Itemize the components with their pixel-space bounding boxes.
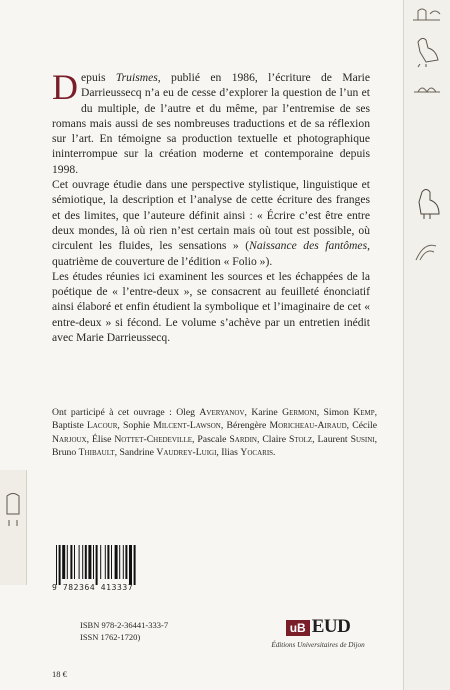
- contributor-name: Oleg Averyanov: [176, 407, 245, 418]
- contributors-intro: Ont participé à cet ouvrage :: [52, 407, 177, 418]
- logo-eud: EUD: [311, 616, 351, 637]
- barcode-icon: [52, 545, 162, 585]
- contributor-name: Baptiste Lacour: [52, 420, 118, 432]
- contributor-name: Élise Nottet-Chedeville: [92, 433, 193, 445]
- text-run: Les études réunies ici examinent les sources et les échappées de la poétique de « l’entre-deux », se consacrent au feuilleté énonciatif ainsi élaboré et enfin étudient la symbolique et l’imaginaire de cet « entre-deux » si fécond. Le volume s’achève par un entretien inédit avec Marie Darrieussecq.: [52, 269, 370, 345]
- contributor-name: Bérengère Moricheau-Airaud: [226, 420, 347, 432]
- hieroglyph-column: [403, 0, 450, 690]
- publisher-block: [253, 618, 383, 649]
- isbn-text: ISBN 978-2-36441-333-7: [80, 620, 169, 630]
- contributor-name: Sandrine Vaudrey-Luigi: [119, 447, 217, 459]
- text-run: epuis: [81, 71, 116, 84]
- contributors-list: [52, 406, 377, 460]
- contributor-name: Sophie Milcent-Lawson: [123, 420, 221, 432]
- contributor-name: Simon Kemp: [323, 407, 375, 418]
- contributor-name: Laurent Susini: [317, 433, 375, 445]
- isbn-barcode: [52, 545, 162, 592]
- hieroglyph-bird-icon: [410, 186, 444, 222]
- logo-ub: uB: [286, 620, 310, 636]
- paragraph-1-text: [52, 67, 371, 176]
- contributor-name: Cécile Narjoux: [52, 420, 378, 445]
- contributor-name: Bruno Thibault: [52, 447, 115, 459]
- contributor-name: Karine Germoni: [251, 407, 317, 418]
- hieroglyph-seated-figure-icon: [410, 4, 444, 24]
- hieroglyph-reed-icon: [410, 238, 444, 264]
- contributor-names: Oleg Averyanov, Karine Germoni, Simon Kemp, Baptiste Lacour, Sophie Milcent-Lawson, Bérengère Moricheau-Airaud, Cécile Narjoux, Élise Nottet-Chedeville, Pascale Sardin, Claire Stolz, Laurent Susini, Bruno Thibault, Sandrine Vaudrey-Luigi, Ilias Yocaris: [52, 407, 378, 459]
- contributor-name: Pascale Sardin: [197, 433, 257, 445]
- italic-title: Naissance des fantômes: [249, 239, 368, 253]
- publisher-logo: [286, 618, 351, 636]
- text-run: Cet ouvrage étudie dans une perspective stylistique, linguistique et sémiotique, la description et l’analyse de cette écriture des franges et des limites, que l’auteure définit ainsi : « Écrire c’est être entre deux mondes, là où rien n’est certain mais où tout est possible, où circulent les fluides, les sensations » (: [52, 178, 370, 253]
- price: 18 €: [52, 669, 67, 679]
- isbn-block: [80, 619, 168, 643]
- contributor-name: Ilias Yocaris: [221, 447, 274, 459]
- contributors-end: .: [273, 447, 276, 459]
- paragraph-3: [52, 269, 370, 345]
- publisher-name: Éditions Universitaires de Dijon: [271, 641, 365, 649]
- hieroglyph-vulture-icon: [410, 34, 444, 68]
- paragraph-1: [52, 67, 371, 177]
- hieroglyph-owl-icon: [1, 490, 25, 530]
- text-run: , quatrième de couverture de l’édition « Folio »).: [52, 239, 370, 268]
- back-cover-blurb: [52, 67, 371, 345]
- contributor-name: Claire Stolz: [262, 433, 313, 445]
- drop-cap: D: [52, 67, 78, 107]
- text-run: , publié en 1986, l’écriture de Marie Darrieussecq n’a eu de cesse d’explorer la question de l’un et du multiple, de l’autre et du même, par l’entremise de ses romans mais aussi de ses nombreuses traductions et de sa réflexion sur l’art. En témoigne sa production textuelle et photographique ininterrompue sur la création moderne et contemporaine depuis 1998.: [52, 71, 371, 176]
- paragraph-2: [52, 177, 370, 269]
- barcode-number: 9 782364 413337: [52, 583, 134, 592]
- hieroglyph-sign-icon: [410, 80, 444, 98]
- issn-text: ISSN 1762-1720): [80, 632, 141, 642]
- italic-title: Truismes: [115, 71, 158, 84]
- hieroglyph-left-strip: [0, 470, 27, 585]
